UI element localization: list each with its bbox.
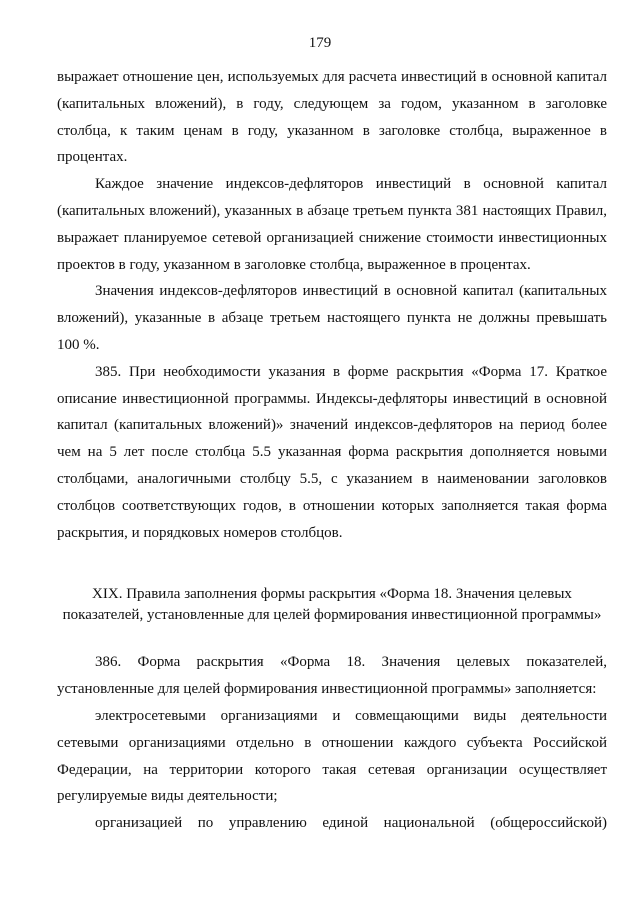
paragraph-continuation: выражает отношение цен, используемых для расчета инвестиций в основной капитал (капитальных вложений), в году, следующем за годом, указанном в заголовке столбца, к таким ценам в году, указанном в заголовке столбца, выраженное в процентах.	[57, 69, 607, 166]
section-heading-line-1: XIX. Правила заполнения формы раскрытия «Форма 18. Значения целевых	[92, 586, 572, 603]
page-number: 179	[308, 35, 332, 51]
paragraph-item-386: 386. Форма раскрытия «Форма 18. Значения целевых показателей, установленные для целей формирования инвестиционной программы» заполняется:	[57, 654, 607, 698]
paragraph-deflator-values: Каждое значение индексов-дефляторов инвестиций в основной капитал (капитальных вложений), указанных в абзаце третьем пункта 381 настоящих Правил, выражает планируемое сетевой организацией снижение стоимости инвестиционных проектов в году, указанном в заголовке столбца, выраженное в процентах.	[57, 176, 607, 273]
paragraph-deflator-limit: Значения индексов-дефляторов инвестиций в основной капитал (капитальных вложений), указанные в абзаце третьем настоящего пункта не должны превышать 100 %.	[57, 283, 607, 353]
section-heading-line-2: показателей, установленные для целей формирования инвестиционной программы»	[62, 607, 602, 624]
paragraph-national-grid: организацией по управлению единой национальной (общероссийской)	[95, 815, 607, 832]
paragraph-item-385: 385. При необходимости указания в форме раскрытия «Форма 17. Краткое описание инвестиционной программы. Индексы-дефляторы инвестиций в основной капитал (капитальных вложений)» значений индексов-дефляторов на период более чем на 5 лет после столбца 5.5 указанная форма раскрытия дополняется новыми столбцами, аналогичными столбцу 5.5, с указанием в наименовании заголовков столбцов соответствующих годов, в отношении которых заполняется такая форма раскрытия, и порядковых номеров столбцов.	[57, 363, 607, 541]
section-heading	[57, 584, 607, 626]
paragraph-grid-organizations: электросетевыми организациями и совмещающими виды деятельности сетевыми организациями отдельно в отношении каждого субъекта Российской Федерации, на территории которого такая сетевая организации осуществляет регулируемые виды деятельности;	[57, 707, 607, 805]
page-body	[57, 64, 607, 837]
